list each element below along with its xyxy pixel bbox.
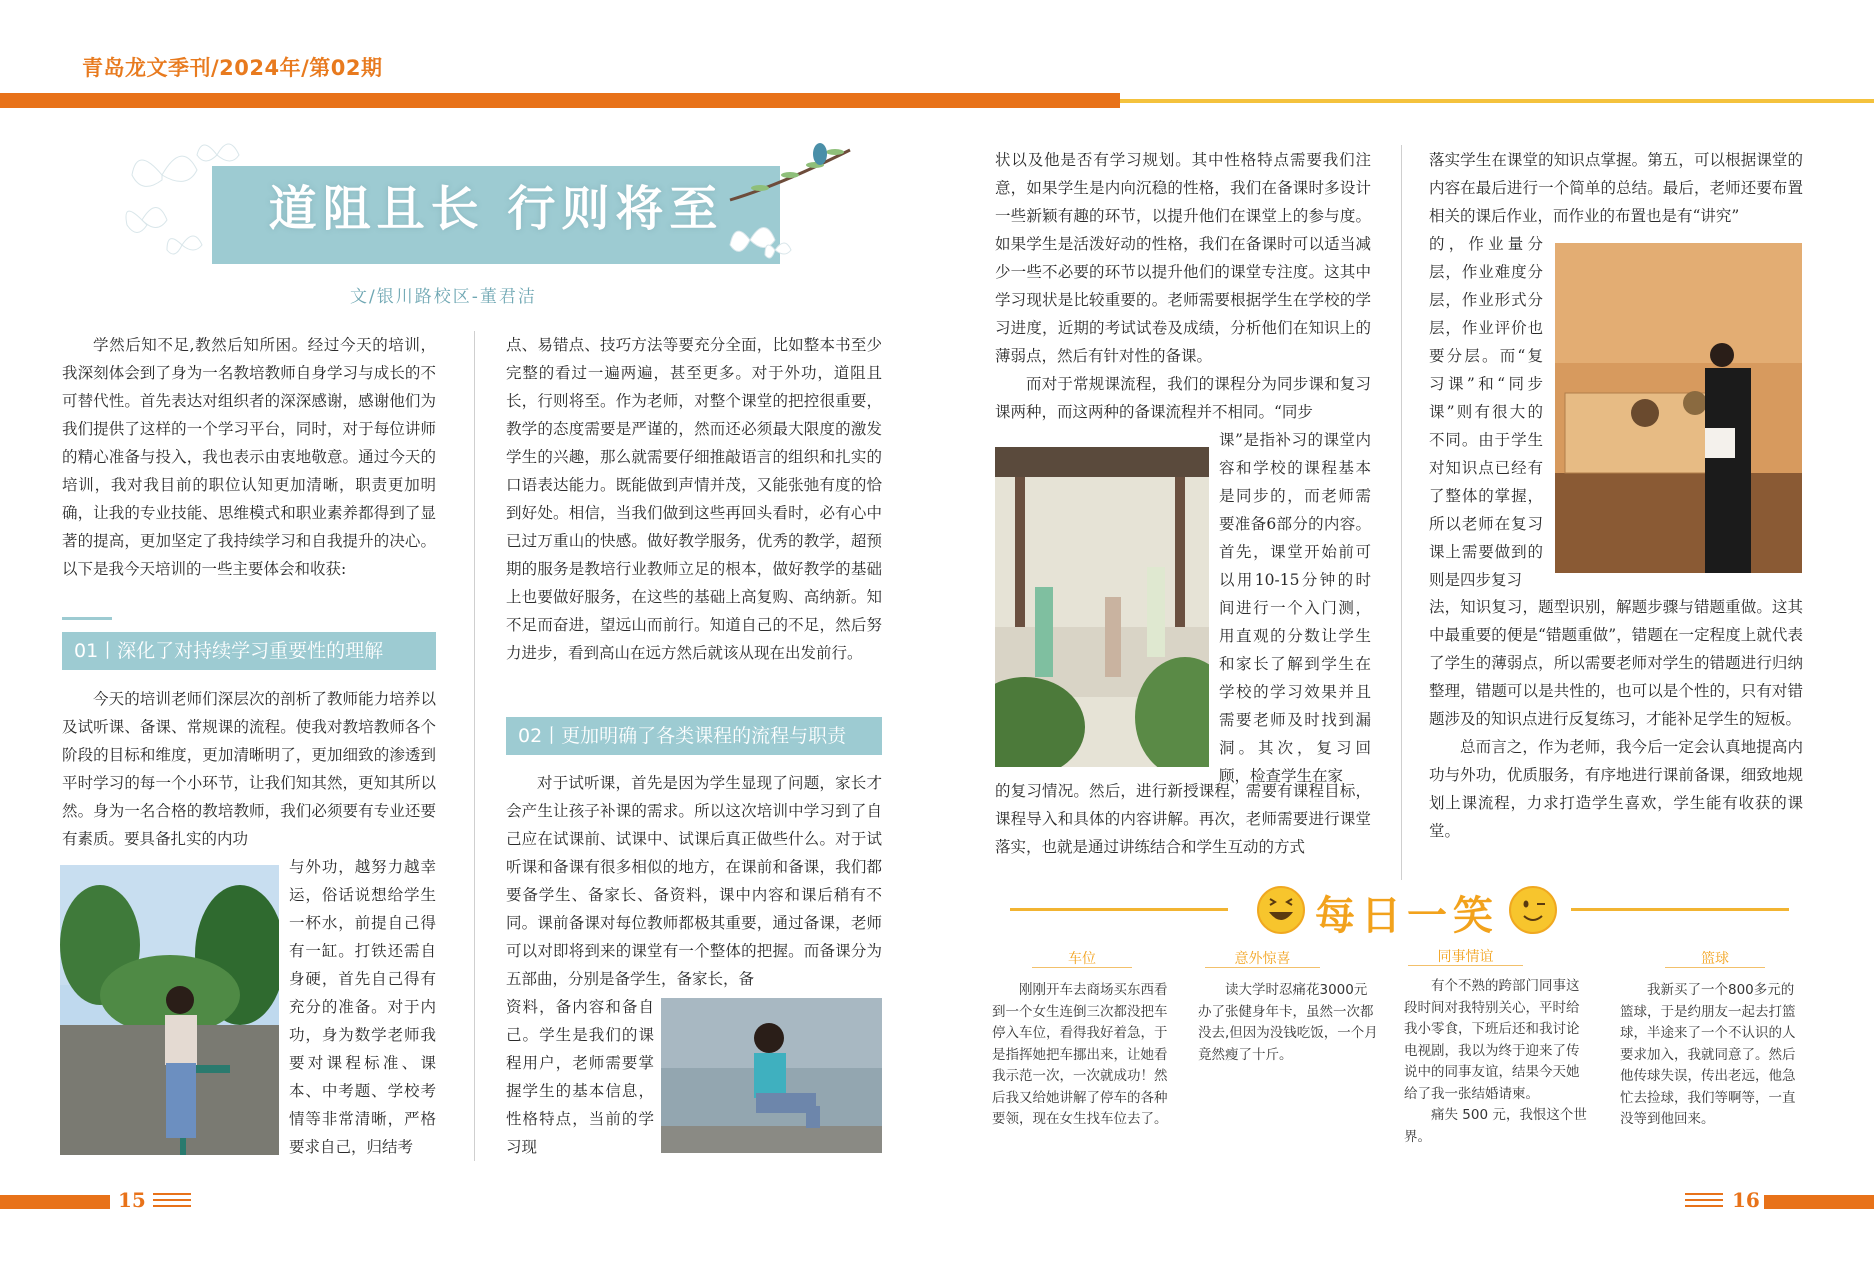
footer-lines-left (153, 1193, 191, 1211)
branch-bird-decoration (720, 130, 860, 270)
joke-3-text-2: 痛失 500 元，我恨这个世界。 (1404, 1107, 1587, 1145)
byline: 文/银川路校区-董君洁 (350, 287, 537, 307)
laughing-face-icon (1257, 886, 1305, 934)
teacher-photo-park (60, 865, 279, 1155)
column-2 (506, 331, 882, 667)
winking-face-icon (1509, 886, 1557, 934)
column-3-wrap (1219, 426, 1371, 790)
teachers-photo-garden (995, 447, 1209, 767)
teacher-photo-seaside (661, 998, 882, 1153)
joke-4-tag-line (1665, 967, 1765, 968)
column-3-paragraph-3: 的复习情况。然后，进行新授课程，需要有课程目标，课程导入和具体的内容讲解。再次，老师需要进行课堂落实，也就是通过讲练结合和学生互动的方式 (995, 782, 1371, 856)
column-2-wrap (506, 993, 654, 1161)
joke-3-tag: 同事情谊 (1437, 949, 1494, 965)
page-number-left: 15 (118, 1188, 146, 1212)
joke-2-text: 读大学时忍痛花3000元办了张健身年卡，虽然一次都没去,但因为没钱吃饭，一个月竟然瘦了十斤。 (1198, 982, 1378, 1063)
column-4-wrap (1429, 230, 1543, 594)
joke-1-tag-line (1032, 967, 1132, 968)
joke-rule-left (1010, 908, 1228, 911)
joke-1-tag: 车位 (1068, 951, 1096, 967)
column-3-paragraph-2: 而对于常规课流程，我们的课程分为同步课和复习课两种，而这两种的备课流程并不相同。“同步 (995, 375, 1371, 421)
intro-paragraph: 学然后知不足,教然后知所困。经过今天的培训，我深刻体会到了身为一名教培教师自身学习与成长的不可替代性。首先表达对组织者的深深感谢，感谢他们为我们提供了这样的一个学习平台，同时，对于每位讲师的精心准备与投入，我也表示由衷地敬意。通过今天的培训，我对我目前的职位认知更加清晰，职责更加明确，让我的专业技能、思维模式和职业素养都得到了显著的提高，更加坚定了我持续学习和自我提升的决心。以下是我今天培训的一些主要体会和收获: (62, 336, 436, 578)
column-divider (474, 331, 475, 1161)
column-2-section (506, 769, 882, 993)
column-4-after (1429, 593, 1803, 845)
page-number-right: 16 (1732, 1188, 1760, 1212)
column-3-after (995, 777, 1371, 861)
joke-4-text: 我新买了一个800多元的篮球，于是约朋友一起去打篮球，半途来了一个不认识的人要求加入，我就同意了。然后他传球失误，传出老远，他急忙去捡球，我们等啊等，一直没等到他回来。 (1620, 982, 1796, 1127)
section-1-heading: 01丨深化了对持续学习重要性的理解 (62, 632, 436, 670)
joke-2 (1198, 980, 1378, 1066)
column-4-wrap-text: 的，作业量分层，作业难度分层，作业形式分层，作业评价也要分层。而“复习课”和“同步课”则有很大的不同。由于学生对知识点已经有了整体的掌握，所以老师在复习课上需要做到的则是四步复习 (1429, 235, 1543, 589)
section-1-rule (62, 617, 112, 620)
section-2-heading: 02丨更加明确了各类课程的流程与职责 (506, 717, 882, 755)
column-4 (1429, 146, 1803, 230)
joke-3-tag-line (1408, 965, 1523, 966)
joke-1 (992, 980, 1169, 1131)
joke-4-tag: 篮球 (1701, 951, 1729, 967)
column-divider (1401, 145, 1402, 880)
joke-2-tag-line (1205, 967, 1320, 968)
column-1-wrap (289, 853, 436, 1161)
column-1-section (62, 685, 436, 853)
column-4-paragraph-2: 法，知识复习，题型识别，解题步骤与错题重做。这其中最重要的便是“错题重做”，错题在一定程度上就代表了学生的薄弱点，所以需要老师对学生的错题进行归纳整理，错题可以是共性的，也可以是个性的，只有对错题涉及的知识点进行反复练习，才能补足学生的短板。 (1429, 598, 1803, 728)
column-4-paragraph-1: 落实学生在课堂的知识点掌握。第五，可以根据课堂的内容在最后进行一个简单的总结。最后，老师还要布置相关的课后作业，而作业的布置也是有“讲究” (1429, 151, 1803, 225)
header-bar-yellow (1120, 99, 1874, 103)
section-1-paragraph: 今天的培训老师们深层次的剖析了教师能力培养以及试听课、备课、常规课的流程。使我对教培教师各个阶段的目标和维度，更加清晰明了，更加细致的渗透到平时学习的每一个小环节，让我们知其然，更知其所以然。身为一名合格的教培教师，我们必须要有专业还要有素质。要具备扎实的内功 (62, 690, 436, 848)
header-bar-orange (0, 93, 1120, 108)
column-3 (995, 146, 1371, 426)
column-1-intro (62, 331, 436, 583)
section-2-paragraph: 对于试听课，首先是因为学生显现了问题，家长才会产生让孩子补课的需求。所以这次培训中学习到了自己应在试课前、试课中、试课后真正做些什么。对于试听课和备课有很多相似的地方，在课前和备课，我们都要备学生、备家长、备资料，课中内容和课后稍有不同。课前备课对每位教师都极其重要，通过备课，老师可以对即将到来的课堂有一个整体的把握。而备课分为五部曲，分别是备学生，备家长，备 (506, 774, 882, 988)
daily-joke-title: 每日一笑 (1315, 893, 1499, 939)
footer-bar-right (1764, 1195, 1874, 1209)
footer-lines-right (1685, 1193, 1723, 1211)
joke-2-tag: 意外惊喜 (1234, 951, 1291, 967)
column-4-paragraph-3: 总而言之，作为老师，我今后一定会认真地提高内功与外功，优质服务，有序地进行课前备课，细致地规划上课流程，力求打造学生喜欢，学生能有收获的课堂。 (1429, 738, 1803, 840)
joke-4 (1620, 980, 1806, 1131)
section-1-wrap-text: 与外功，越努力越幸运，俗话说想给学生一杯水，前提自己得有一缸。打铁还需自身硬，首先自己得有充分的准备。对于内功，身为数学老师我要对课程标准、课本、中考题、学校考情等非常清晰，严格要求自己，归结考 (289, 858, 436, 1156)
joke-3-text: 有个不熟的跨部门同事这段时间对我特别关心，平时给我小零食，下班后还和我讨论电视剧，我以为终于迎来了传说中的同事友谊，结果今天她给了我一张结婚请柬。 (1404, 978, 1580, 1102)
article-title: 道阻且长 行则将至 (268, 181, 724, 237)
section-2-wrap-text: 资料，备内容和备自己。学生是我们的课程用户，老师需要掌握学生的基本信息，性格特点，当前的学习现 (506, 998, 654, 1156)
joke-3 (1404, 976, 1590, 1148)
joke-rule-right (1571, 908, 1789, 911)
magazine-header: 青岛龙文季刊/2024年/第02期 (82, 56, 383, 80)
museum-photo (1555, 243, 1802, 573)
column-3-wrap-text: 课”是指补习的课堂内容和学校的课程基本是同步的，而老师需要准备6部分的内容。首先，课堂开始前可以用10-15分钟的时间进行一个入门测，用直观的分数让学生和家长了解到学生在学校的学习效果并且需要老师及时找到漏洞。其次，复习回顾，检查学生在家 (1219, 431, 1371, 785)
footer-bar-left (0, 1195, 110, 1209)
column-3-paragraph-1: 状以及他是否有学习规划。其中性格特点需要我们注意，如果学生是内向沉稳的性格，我们在备课时多设计一些新颖有趣的环节，以提升他们在课堂上的参与度。如果学生是活泼好动的性格，我们在备课时可以适当减少一些不必要的环节以提升他们的课堂专注度。这其中学习现状是比较重要的。老师需要根据学生在学校的学习进度，近期的考试试卷及成绩，分析他们在知识上的薄弱点，然后有针对性的备课。 (995, 151, 1371, 365)
column-2-paragraph-1: 点、易错点、技巧方法等要充分全面，比如整本书至少完整的看过一遍两遍，甚至更多。对于外功，道阻且长，行则将至。作为老师，对整个课堂的把控很重要，教学的态度需要是严谨的，然而还必须最大限度的激发学生的兴趣，那么就需要仔细推敲语言的组织和扎实的口语表达能力。既能做到声情并茂，又能张弛有度的恰到好处。相信，当我们做到这些再回头看时，必有心中已过万重山的快感。做好教学服务，优秀的教学，超预期的服务是教培行业教师立足的根本，做好教学的基础上也要做好服务，在这些的基础上高复购、高纳新。知不足而奋进，望远山而前行。知道自己的不足，然后努力进步，看到高山在远方然后就该从现在出发前行。 (506, 336, 882, 662)
joke-1-text: 刚刚开车去商场买东西看到一个女生连倒三次都没把车停入车位，看得我好着急，于是指挥她把车挪出来，让她看我示范一次，一次就成功！然后我又给她讲解了停车的各种要领，现在女生找车位去了。 (992, 982, 1168, 1127)
